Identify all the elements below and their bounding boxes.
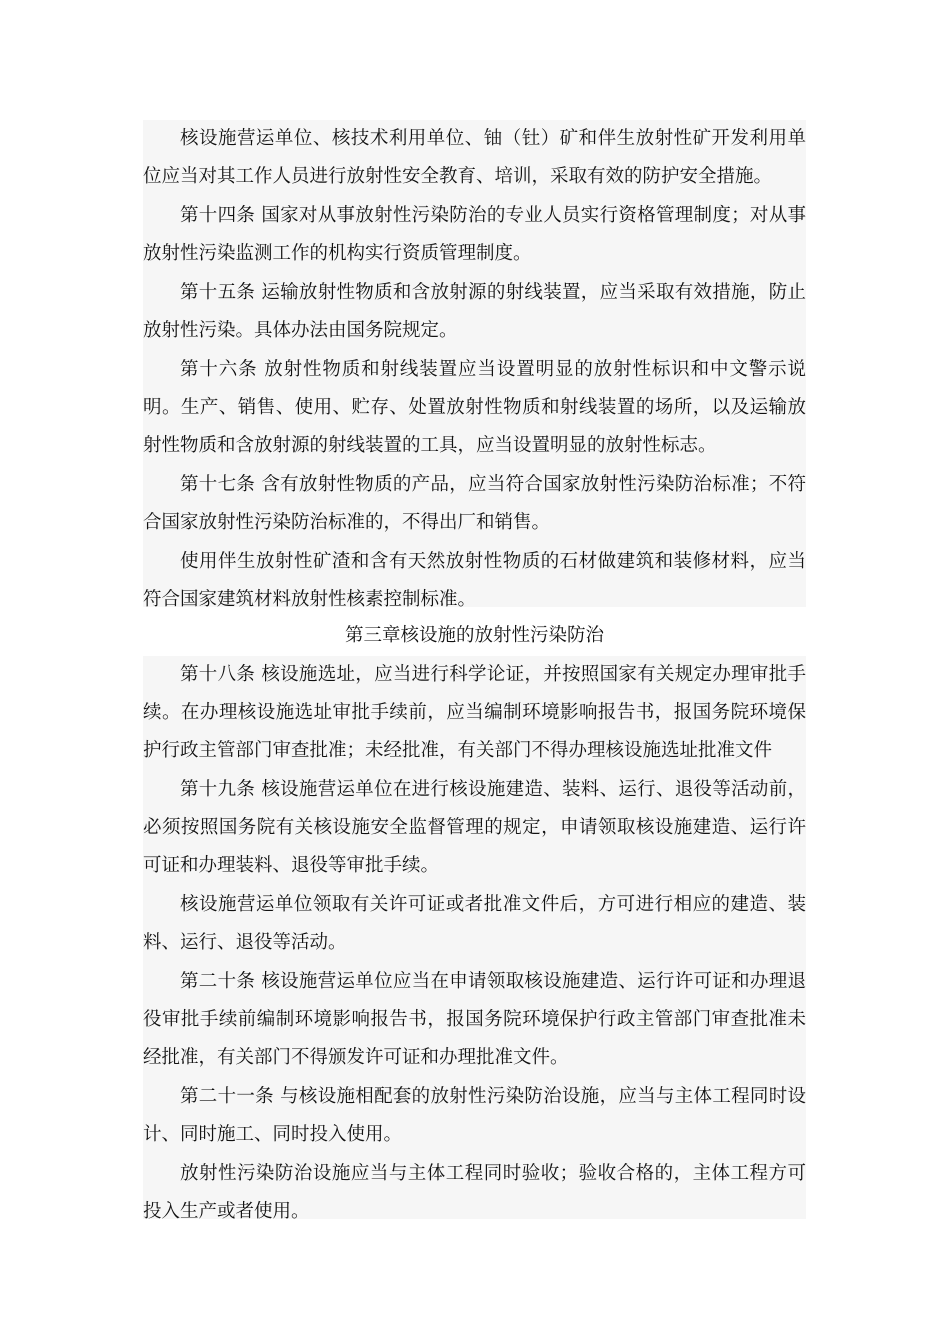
paragraph-article-20: 第二十条 核设施营运单位应当在申请领取核设施建造、运行许可证和办理退役审批手续前编制环境影响报告书，报国务院环境保护行政主管部门审查批准未经批准，有关部门不得颁发许可证和办理批准文件。 bbox=[143, 971, 806, 1068]
paragraph-article-17: 第十七条 含有放射性物质的产品，应当符合国家放射性污染防治标准；不符合国家放射性污染防治标准的，不得出厂和销售。 bbox=[143, 474, 806, 533]
paragraph-article-21: 第二十一条 与核设施相配套的放射性污染防治设施，应当与主体工程同时设计、同时施工、同时投入使用。 bbox=[143, 1086, 806, 1145]
paragraph: 使用伴生放射性矿渣和含有天然放射性物质的石材做建筑和装修材料，应当符合国家建筑材料放射性核素控制标准。 bbox=[143, 551, 806, 610]
paragraph-article-16: 第十六条 放射性物质和射线装置应当设置明显的放射性标识和中文警示说明。生产、销售、使用、贮存、处置放射性物质和射线装置的场所，以及运输放射性物质和含放射源的射线装置的工具，应当设置明显的放射性标志。 bbox=[143, 359, 806, 456]
paragraph: 核设施营运单位领取有关许可证或者批准文件后，方可进行相应的建造、装料、运行、退役等活动。 bbox=[143, 894, 806, 953]
paragraph: 核设施营运单位、核技术利用单位、铀（钍）矿和伴生放射性矿开发利用单位应当对其工作人员进行放射性安全教育、培训，采取有效的防护安全措施。 bbox=[143, 128, 806, 187]
text-block-lower bbox=[143, 656, 806, 1222]
paragraph-article-19: 第十九条 核设施营运单位在进行核设施建造、装料、运行、退役等活动前，必须按照国务院有关核设施安全监督管理的规定，申请领取核设施建造、运行许可证和办理装料、退役等审批手续。 bbox=[143, 779, 806, 876]
paragraph-article-18: 第十八条 核设施选址，应当进行科学论证，并按照国家有关规定办理审批手续。在办理核设施选址审批手续前，应当编制环境影响报告书，报国务院环境保护行政主管部门审查批准；未经批准，有关部门不得办理核设施选址批准文件 bbox=[143, 664, 806, 761]
text-block-upper bbox=[143, 120, 806, 610]
paragraph-article-15: 第十五条 运输放射性物质和含放射源的射线装置，应当采取有效措施，防止放射性污染。具体办法由国务院规定。 bbox=[143, 282, 806, 341]
paragraph-article-14: 第十四条 国家对从事放射性污染防治的专业人员实行资格管理制度；对从事放射性污染监测工作的机构实行资质管理制度。 bbox=[143, 205, 806, 264]
paragraph: 放射性污染防治设施应当与主体工程同时验收；验收合格的，主体工程方可投入生产或者使用。 bbox=[143, 1163, 806, 1222]
chapter-heading: 第三章核设施的放射性污染防治 bbox=[344, 625, 604, 646]
